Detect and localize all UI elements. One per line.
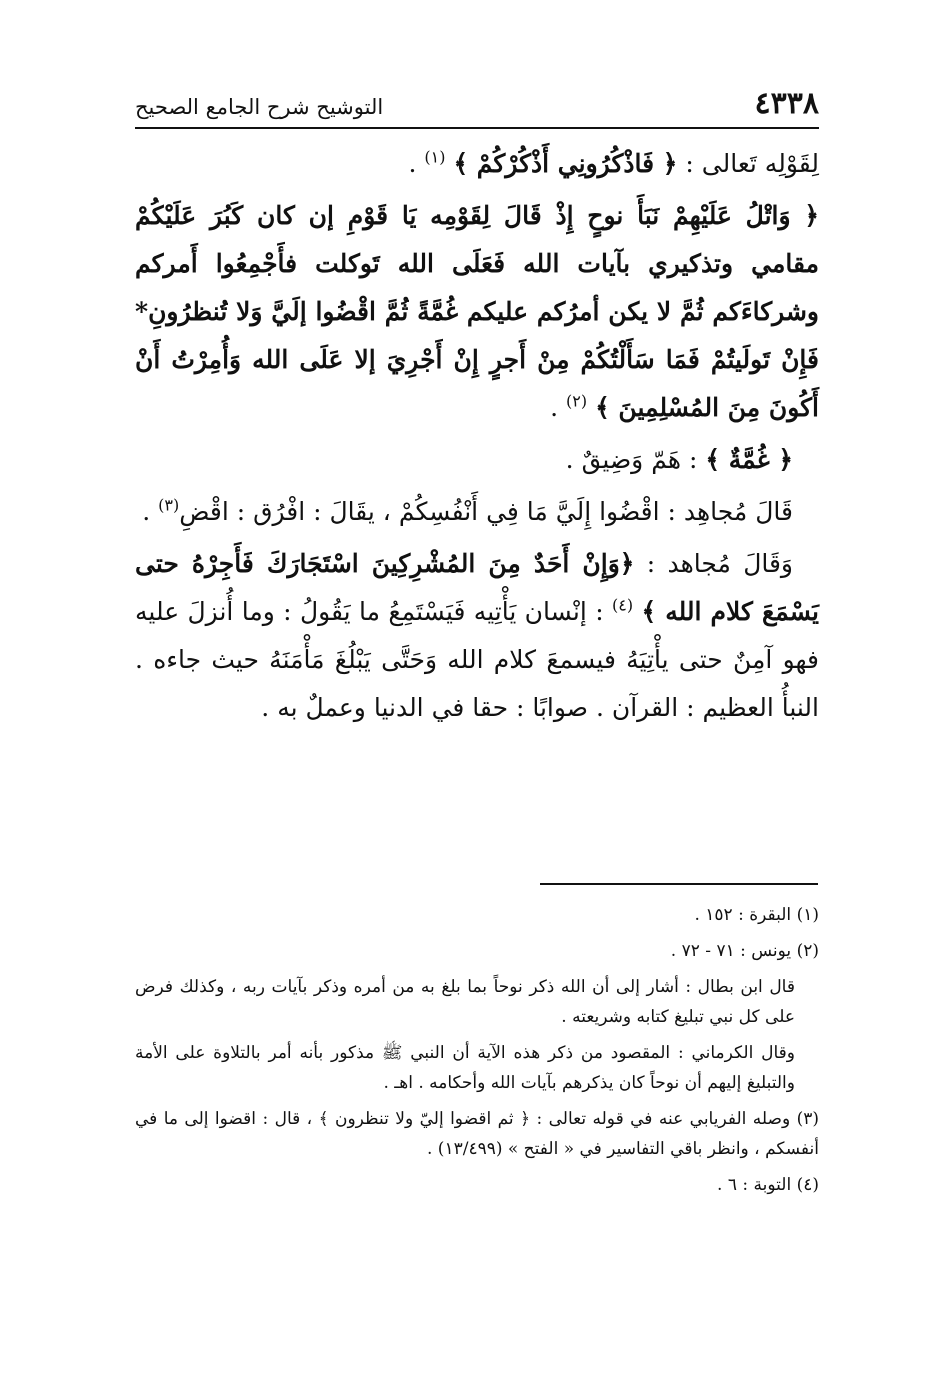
paragraph-4-text: قَالَ مُجاهِد : اقْضُوا إِلَيَّ مَا فِي أَنْفُسِكُمْ ، يقَالَ : افْرُق : اقْضِ	[179, 497, 793, 526]
footnote-2-commentary-1	[135, 972, 819, 1032]
paragraph-4-end: .	[142, 497, 151, 526]
footnote-1	[135, 900, 819, 930]
footnote-number: (١)	[796, 905, 819, 925]
footnote-number: (٤)	[796, 1175, 819, 1195]
footnote-2	[135, 936, 819, 966]
footnote-text: البقرة : ١٥٢ .	[694, 905, 792, 925]
page-number: ٤٣٣٨	[754, 86, 819, 121]
main-text	[135, 140, 819, 736]
paragraph-5-intro: وَقَالَ مُجاهد :	[646, 549, 794, 578]
footnote-text: قال ابن بطال : أشار إلى أن الله ذكر نوحاً بما بلغ به من أمره وذكر بآيات ربه ، وكذلك فرض على كل نبي تبليغ كتابه وشريعته .	[135, 977, 795, 1027]
footnote-4	[135, 1170, 819, 1200]
paragraph-2	[135, 192, 819, 432]
quran-quote-1: ﴿ فَاذْكُرُونِي أَذْكُرْكُمْ ﴾	[453, 149, 678, 178]
quran-quote-3: ﴿ غُمَّةٌ ﴾	[705, 445, 793, 474]
header-rule	[135, 127, 819, 129]
page-header	[135, 82, 819, 122]
paragraph-5	[135, 540, 819, 732]
paragraph-1	[135, 140, 819, 188]
paragraph-4	[135, 488, 819, 536]
paragraph-2-end: .	[550, 393, 559, 422]
quran-quote-4: ﴿وَإِنْ أَحَدٌ مِنَ المُشْرِكِينَ اسْتَجَارَكَ فَأَجِرْهُ حتى يَسْمَعَ كلام الله ﴾	[135, 549, 819, 626]
footnote-3	[135, 1104, 819, 1164]
footnote-ref-2[interactable]: (٢)	[566, 391, 588, 411]
paragraph-3	[135, 436, 819, 484]
footnote-separator	[540, 883, 818, 885]
running-title: التوشيح شرح الجامع الصحيح	[135, 95, 384, 119]
quran-quote-2: ﴿ وَاتْلُ عَلَيْهِمْ نَبَأَ نوحٍ إِذْ قَالَ لِقَوْمِه يَا قَوْمِ إن كان كَبُرَ عَلَيْكُمْ مقامي وتذكيري بآيات الله فَعَلَى الله تَوكلت فأَجْمِعُوا أَمركم وشركاءَكم ثُمَّ لا يكن أمرُكم عليكم غُمَّةً ثُمَّ اقْضُوا إلَيَّ وَلا تُنظرُونِ* فَإِنْ تَولَيتُمْ فَمَا سَأَلْتُكُمْ مِنْ أَجرٍ إِنْ أَجْرِيَ إلا عَلَى الله وَأُمِرْتُ أَنْ أَكُونَ مِنَ المُسْلِمِينَ ﴾	[135, 201, 819, 422]
footnote-2-commentary-2	[135, 1038, 819, 1098]
footnote-ref-3[interactable]: (٣)	[158, 495, 180, 515]
footnote-number: (٣)	[796, 1109, 820, 1129]
footnote-text: وقال الكرماني : المقصود من ذكر هذه الآية أن النبي ﷺ مذكور بأنه أمر بالتلاوة على الأمة والتبليغ إليهم أن نوحاً كان يذكرهم بآيات الله وأحكامه . اهـ .	[135, 1043, 795, 1093]
footnote-ref-1[interactable]: (١)	[424, 147, 446, 167]
footnote-text: التوبة : ٦ .	[717, 1175, 792, 1195]
paragraph-1-end: .	[408, 149, 417, 178]
footnote-text: وصله الفريابي عنه في قوله تعالى : ﴿ ثم اقضوا إليّ ولا تنظرون ﴾ ، قال : اقضوا إلى ما في أنفسكم ، وانظر باقي التفاسير في « الفتح » (١٣/٤٩٩) .	[135, 1109, 819, 1159]
footnote-number: (٢)	[796, 941, 819, 961]
paragraph-5-text: : إنْسان يَأْتِيه فَيَسْتَمِعُ ما يَقُولُ : وما أُنزلَ عليه فهو آمِنٌ حتى يأْتِيَهُ فيسمعَ كلام الله وَحَتَّى يَبْلُغَ مَأْمَنَهُ حيث جاءه . النبأُ العظيم : القرآن . صوابًا : حقا في الدنيا وعملٌ به .	[135, 597, 819, 722]
footnote-text: يونس : ٧١ - ٧٢ .	[670, 941, 792, 961]
footnote-ref-4[interactable]: (٤)	[611, 595, 634, 615]
footnotes	[135, 900, 819, 1206]
paragraph-1-intro: لِقَوْلِه تَعالى :	[685, 149, 819, 178]
paragraph-3-gloss: : هَمّ وَضِيقٌ .	[565, 445, 698, 474]
